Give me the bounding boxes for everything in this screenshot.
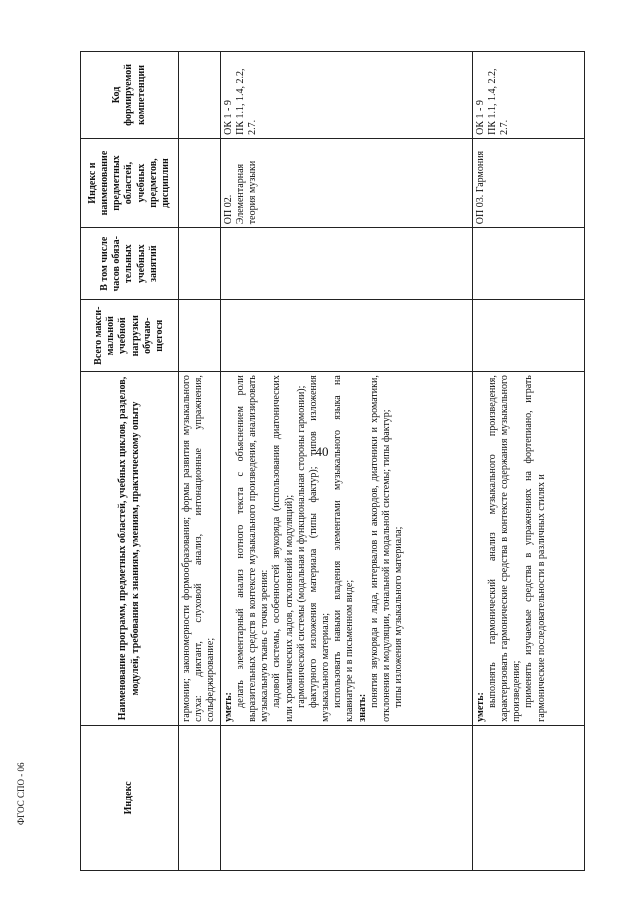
header-incl: В том числе часов обяза-тельных учебных занятий [81,228,179,300]
cell-total [220,300,472,372]
cell-requirements [220,372,472,726]
header-name: Наименование программ, предметных областей, учебных циклов, разделов, модулей, требования к знаниям, умениям, практическому опыту [81,372,179,726]
table-row [179,52,221,871]
curriculum-table [80,51,585,871]
cell-incl [220,228,472,300]
cell-index [472,725,584,870]
requirement-text: типы изложения музыкального материала; [393,526,405,708]
competence-code: ОК 1 - 9 [474,100,486,135]
header-code: Код формируемой компетенции [81,52,179,139]
header-subjects: Индекс и наименование предметных областей, учебных предметов, дисциплин [81,138,179,227]
requirement-text: применять изучаемые средства в упражнениях на фортепиано, играть гармонические последовательности в различных стилях и [523,375,547,722]
cell-total [179,300,221,372]
cell-code [472,52,584,139]
requirement-text: выполнять гармонический анализ музыкального произведения, характеризовать гармонические средства в контексте содержания музыкального произведения; [486,375,523,722]
requirement-text: понятия звукоряда и лада, интервалов и аккордов, диатоники и хроматики, отклонения и модуляции, тональной и модальной системы; типы фактур; [368,375,392,722]
requirement-text: ладовой системы, особенностей звукоряда (использования диатонических или хроматических ладов, отклонений и модуляций); [271,375,295,722]
table-row [472,52,584,871]
cell-requirements [472,372,584,726]
label-umet: уметь: [474,692,486,722]
cell-incl [472,228,584,300]
requirement-text: гармонической системы (модальная и функциональная стороны гармонии); [295,385,307,708]
cell-incl [179,228,221,300]
table-row [220,52,472,871]
label-umet: уметь: [222,692,234,722]
document-footer: ФГОС СПО - 06 [16,762,26,825]
competence-code: ПК 1.1, 1.4, 2.2, 2.7. [486,68,510,135]
cell-index [220,725,472,870]
cell-code [179,52,221,139]
page-number: 40 [315,444,329,459]
rotated-page-content [80,51,574,871]
table-header-row [81,52,179,871]
header-index: Индекс [81,725,179,870]
cell-subject: ОП 03. Гармония [472,138,584,227]
cell-total [472,300,584,372]
label-znat: знать: [356,693,368,722]
requirement-text: использовать навыки владения элементами музыкального языка на клавиатуре и в письменном виде; [332,375,356,722]
cell-requirements: гармонии; закономерности формообразования; формы развития музыкального слуха: диктант, слуховой анализ, интонационные упражнения, сольфеджирование; [179,372,221,726]
cell-index [179,725,221,870]
cell-subject: ОП 02. Элементарная теория музыки [220,138,472,227]
competence-code: ПК 1.1, 1.4, 2.2, 2.7. [234,68,258,135]
header-total: Всего макси-мальной учебной нагрузки обучаю-щегося [81,300,179,372]
cell-subject [179,138,221,227]
requirement-text: делать элементарный анализ нотного текста с объяснением роли выразительных средств в контексте музыкального произведения, анализировать музыкальную ткань с точки зрения: [234,375,271,722]
requirement-text: фактурного изложения материала (типы фактур); типов изложения музыкального материала; [307,375,332,722]
competence-code: ОК 1 - 9 [222,100,234,135]
cell-code [220,52,472,139]
